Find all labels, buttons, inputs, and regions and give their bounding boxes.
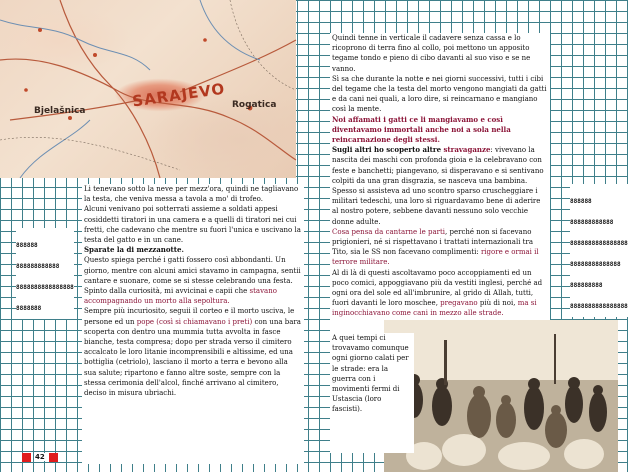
text-run: , perché non si facevano prigionieri, né si rispettavano i trattati internazionali tra Tito, sia le SS non facevano complimenti: xyxy=(332,227,533,257)
hash-line: 8888888 xyxy=(16,305,42,312)
article-paragraph xyxy=(332,268,548,319)
highlighted-text: ma si inginocchiavano come cani in mezzo alle strade. xyxy=(332,299,537,318)
article-column-continuation xyxy=(330,333,414,453)
hash-line: 8888888888888888 xyxy=(570,303,628,310)
red-square-marker xyxy=(49,453,58,462)
text-run: Spesso si assisteva ad uno scontro sparso cruscheggiare i militari tedeschi, una loro sì riguardavamo bene di aderire al nostro potere, sebbene davanti nessuno solo vecchie donne adulte. xyxy=(332,187,541,226)
left-hash-block xyxy=(16,228,74,319)
article-paragraph xyxy=(84,245,302,255)
text-run: Li tenevano sotto la neve per mezz'ora, quindi ne tagliavano la testa, che veniva messa a tavola a mo' di trofeo. xyxy=(84,185,299,204)
hash-line: 888888888888 xyxy=(570,219,614,226)
map-image xyxy=(0,0,296,178)
map-place-label: Bjelašnica xyxy=(34,106,86,116)
highlighted-text: stavano accompagnando un morto alla sepoltura. xyxy=(84,287,277,306)
highlighted-text: stravaganze xyxy=(443,145,491,155)
text-run: A quei tempi ci trovavamo comunque ogni giorno calati per le strade: era la guerra con i movimenti fermi di Ustascia (loro fascisti). xyxy=(332,334,409,414)
highlighted-text: pope (così si chiamavano i preti) xyxy=(136,317,253,326)
hash-line: 888888888 xyxy=(570,282,603,289)
text-run: Sparate la di mezzanotte. xyxy=(84,245,184,255)
article-column-left xyxy=(82,184,304,464)
text-run: Sì sa che durante la notte e nei giorni successivi, tutti i cibi del tegame che la testa del morto vengono mangiati da gatti e da cani nei quali, a loro dire, si reincarnano e mangiano così la mente. xyxy=(332,74,547,114)
article-paragraph xyxy=(332,145,548,186)
page-number: 42 xyxy=(35,453,45,461)
text-run: Sugli altri ho scoperto altre xyxy=(332,145,444,155)
article-paragraph xyxy=(84,204,302,245)
article-paragraph xyxy=(332,33,548,74)
historical-photo xyxy=(384,320,618,472)
hash-line: 888888888888 xyxy=(16,263,60,270)
hash-line: 88888888888888 xyxy=(570,261,621,268)
hash-line: 888888 xyxy=(16,242,38,249)
highlighted-text: Cosa pensa da cantarne le parti xyxy=(332,227,446,236)
highlighted-text: pregavano xyxy=(440,299,478,308)
hash-line: 888888 xyxy=(570,198,592,205)
right-hash-block xyxy=(570,184,628,317)
text-run: Alcuni venivano poi sotterrati assieme a soldati appesi cosiddetti tiratori in una camera e a quelli di tiratori nei cui fretti, che cadevano che mentre su fuori l'unica e uscivano la testa del gatto e in un cane. xyxy=(84,205,301,245)
text-run: Spinto dalla curiosità, mi avvicinai e capii che xyxy=(84,287,250,296)
text-run: Sempre più incuriosito, seguii il corteo e il morto usciva, le persone ed un xyxy=(84,307,295,326)
article-paragraph xyxy=(84,255,302,286)
text-run: : vivevano la nascita dei maschi con profonda gioia e la celebravano con feste e banchetti; piangevano, si disperavano e si sentivano colpiti da una gran disgrazia, se nasceva una bambina. xyxy=(332,146,544,185)
article-paragraph xyxy=(332,333,412,415)
article-paragraph xyxy=(332,74,548,115)
article-paragraph xyxy=(332,227,548,268)
text-run: Quindi tenne in verticale il cadavere senza cassa e lo ricoprono di terra fino al collo, poi mettono un apposito tegame tondo e pieno di cibo davanti al suo viso e se ne vanno. xyxy=(332,34,531,73)
hash-line: 8888888888888888 xyxy=(570,240,628,247)
highlighted-text: Noi affamati i gatti ce li mangiavamo e così diventavamo immortali anche noi a sola nella reincarnazione degli stessi. xyxy=(332,114,511,145)
article-paragraph xyxy=(332,186,548,227)
map-roads xyxy=(0,0,296,178)
text-run: con una bara scoperta con dentro una mummia tutta avvolta in fasce bianche, testa compresa; dopo per strada verso il cimitero accalcato le loro litanie incomprensibili e altissime, ed una bottiglia (cetriolo), lasciano il morto a terra e bevono alla sua salute; ripartono e fanno altre soste, sempre con la stessa cerimonia dell'alcol, finché arrivano al cimitero, deciso in misura ubriachi. xyxy=(84,317,301,398)
text-run: Questo spiega perché i gatti fossero così abbondanti. Un giorno, mentre con alcuni amici stavamo in campagna, sentii cantare e suonare, come se si stesse celebrando una festa. xyxy=(84,256,301,285)
highlighted-text: rigore e ormai il terrore militare. xyxy=(332,248,539,267)
map-city-label: SARAJEVO xyxy=(131,79,227,111)
article-column-right xyxy=(330,33,550,333)
page-number-block xyxy=(22,452,58,462)
text-run: Al di là di questi ascoltavamo poco accoppiamenti ed un poco comici, appoggiavano più da vestiti inglesi, perché ad ogni ora del sole ed all'imbrunire, al grido di Allah, tutti, fuori davanti le loro moschee, xyxy=(332,268,543,308)
article-paragraph xyxy=(84,184,302,204)
article-paragraph xyxy=(332,115,548,146)
crowd-illustration xyxy=(384,320,618,472)
article-paragraph xyxy=(84,306,302,398)
hash-line: 8888888888888888 xyxy=(16,284,74,291)
map-place-label: Rogatica xyxy=(232,100,277,110)
red-square-marker xyxy=(22,453,31,462)
text-run: più di noi, xyxy=(477,299,518,308)
article-paragraph xyxy=(84,286,302,306)
